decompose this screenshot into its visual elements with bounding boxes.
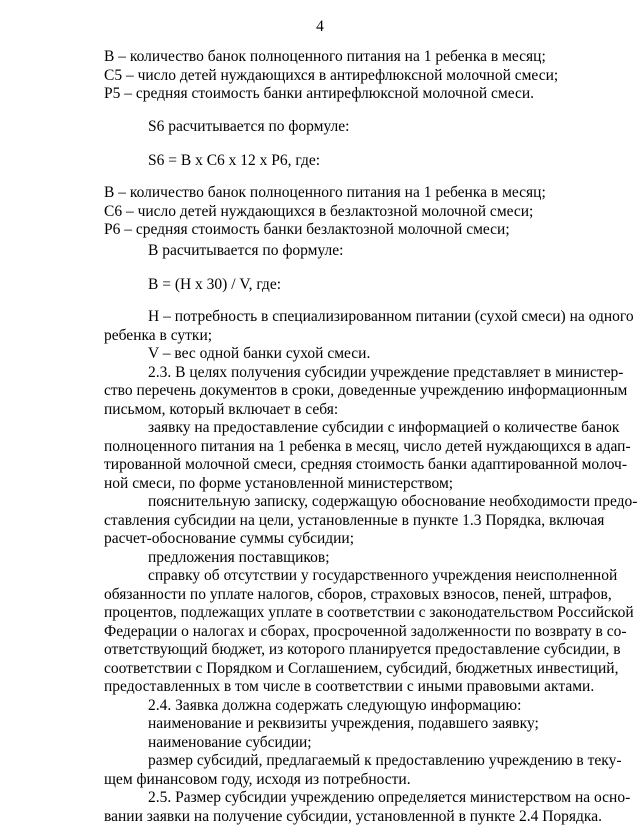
body-line: предоставленных в том числе в соответствии с иными правовыми актами.	[104, 678, 595, 695]
b-formula: В = (Н х 30) / V, где:	[148, 276, 282, 293]
definition-line: В – количество банок полноценного питания на 1 ребенка в месяц;	[104, 48, 546, 65]
body-line: Н – потребность в специализированном питании (сухой смеси) на одного	[148, 308, 634, 325]
definition-line: Р6 – средняя стоимость банки безлактозной молочной смеси;	[104, 221, 510, 238]
body-line: наименование и реквизиты учреждения, подавшего заявку;	[148, 715, 539, 732]
page-number: 4	[316, 18, 324, 35]
body-line: ство перечень документов в сроки, доведенные учреждению информационным	[104, 382, 628, 399]
body-line: 2.4. Заявка должна содержать следующую информацию:	[148, 696, 522, 714]
body-line: ной смеси, по форме установленной министерством;	[104, 474, 454, 492]
b-intro: В расчитывается по формуле:	[148, 242, 344, 259]
definitions-block-s6	[104, 184, 582, 240]
body-line: письмом, который включает в себя:	[104, 400, 339, 418]
body-line: ставления субсидии на цели, установленные в пункте 1.3 Порядка, включая	[104, 511, 605, 529]
body-line: соответствии с Порядком и Соглашением, субсидий, бюджетных инвестиций,	[104, 659, 619, 677]
body-line: обязанности по уплате налогов, сборов, страховых взносов, пеней, штрафов,	[104, 585, 612, 603]
s6-intro: S6 расчитывается по формуле:	[148, 118, 350, 135]
definition-line: С5 – число детей нуждающихся в антирефлюксной молочной смеси;	[104, 66, 559, 84]
body-line: полноценного питания на 1 ребенка в месяц, число детей нуждающихся в адап-	[104, 437, 631, 455]
s6-formula: S6 = В х С6 х 12 х Р6, где:	[148, 152, 321, 169]
definition-line: С6 – число детей нуждающихся в безлактозной молочной смеси;	[104, 202, 534, 220]
body-line: Федерации о налогах и сборах, просроченной задолженности по возврату в со-	[104, 622, 627, 640]
body-line: 2.5. Размер субсидии учреждению определяется министерством на осно-	[148, 789, 631, 806]
body-line: вании заявки на получение субсидии, установленной в пункте 2.4 Порядка.	[104, 807, 602, 825]
definitions-block-s5	[104, 48, 582, 104]
body-line: V – вес одной банки сухой смеси.	[148, 345, 371, 362]
body-line: наименование субсидии;	[148, 733, 312, 751]
body-line: предложения поставщиков;	[148, 548, 330, 566]
body-line: 2.3. В целях получения субсидии учреждение представляет в министер-	[148, 363, 624, 381]
body-text	[104, 308, 638, 826]
body-line: ребенка в сутки;	[104, 326, 213, 344]
body-line: щем финансовом году, исходя из потребности.	[104, 770, 411, 788]
body-line: заявку на предоставление субсидии с информацией о количестве банок	[148, 419, 620, 436]
body-line: расчет-обоснование суммы субсидии;	[104, 530, 355, 547]
body-line: справку об отсутствии у государственного учреждения неисполненной	[148, 567, 618, 584]
definition-line: В – количество банок полноценного питания на 1 ребенка в месяц;	[104, 184, 546, 201]
body-line: пояснительную записку, содержащую обоснование необходимости предо-	[148, 493, 638, 510]
body-line: размер субсидий, предлагаемый к предоставлению учреждению в теку-	[148, 752, 622, 769]
body-line: тированной молочной смеси, средняя стоимость банки адаптированной молоч-	[104, 456, 628, 473]
body-line: ответствующий бюджет, из которого планируется предоставление субсидии, в	[104, 641, 621, 658]
body-line: процентов, подлежащих уплате в соответствии с законодательством Российской	[104, 604, 634, 621]
definition-line: Р5 – средняя стоимость банки антирефлюксной молочной смеси.	[104, 85, 535, 102]
